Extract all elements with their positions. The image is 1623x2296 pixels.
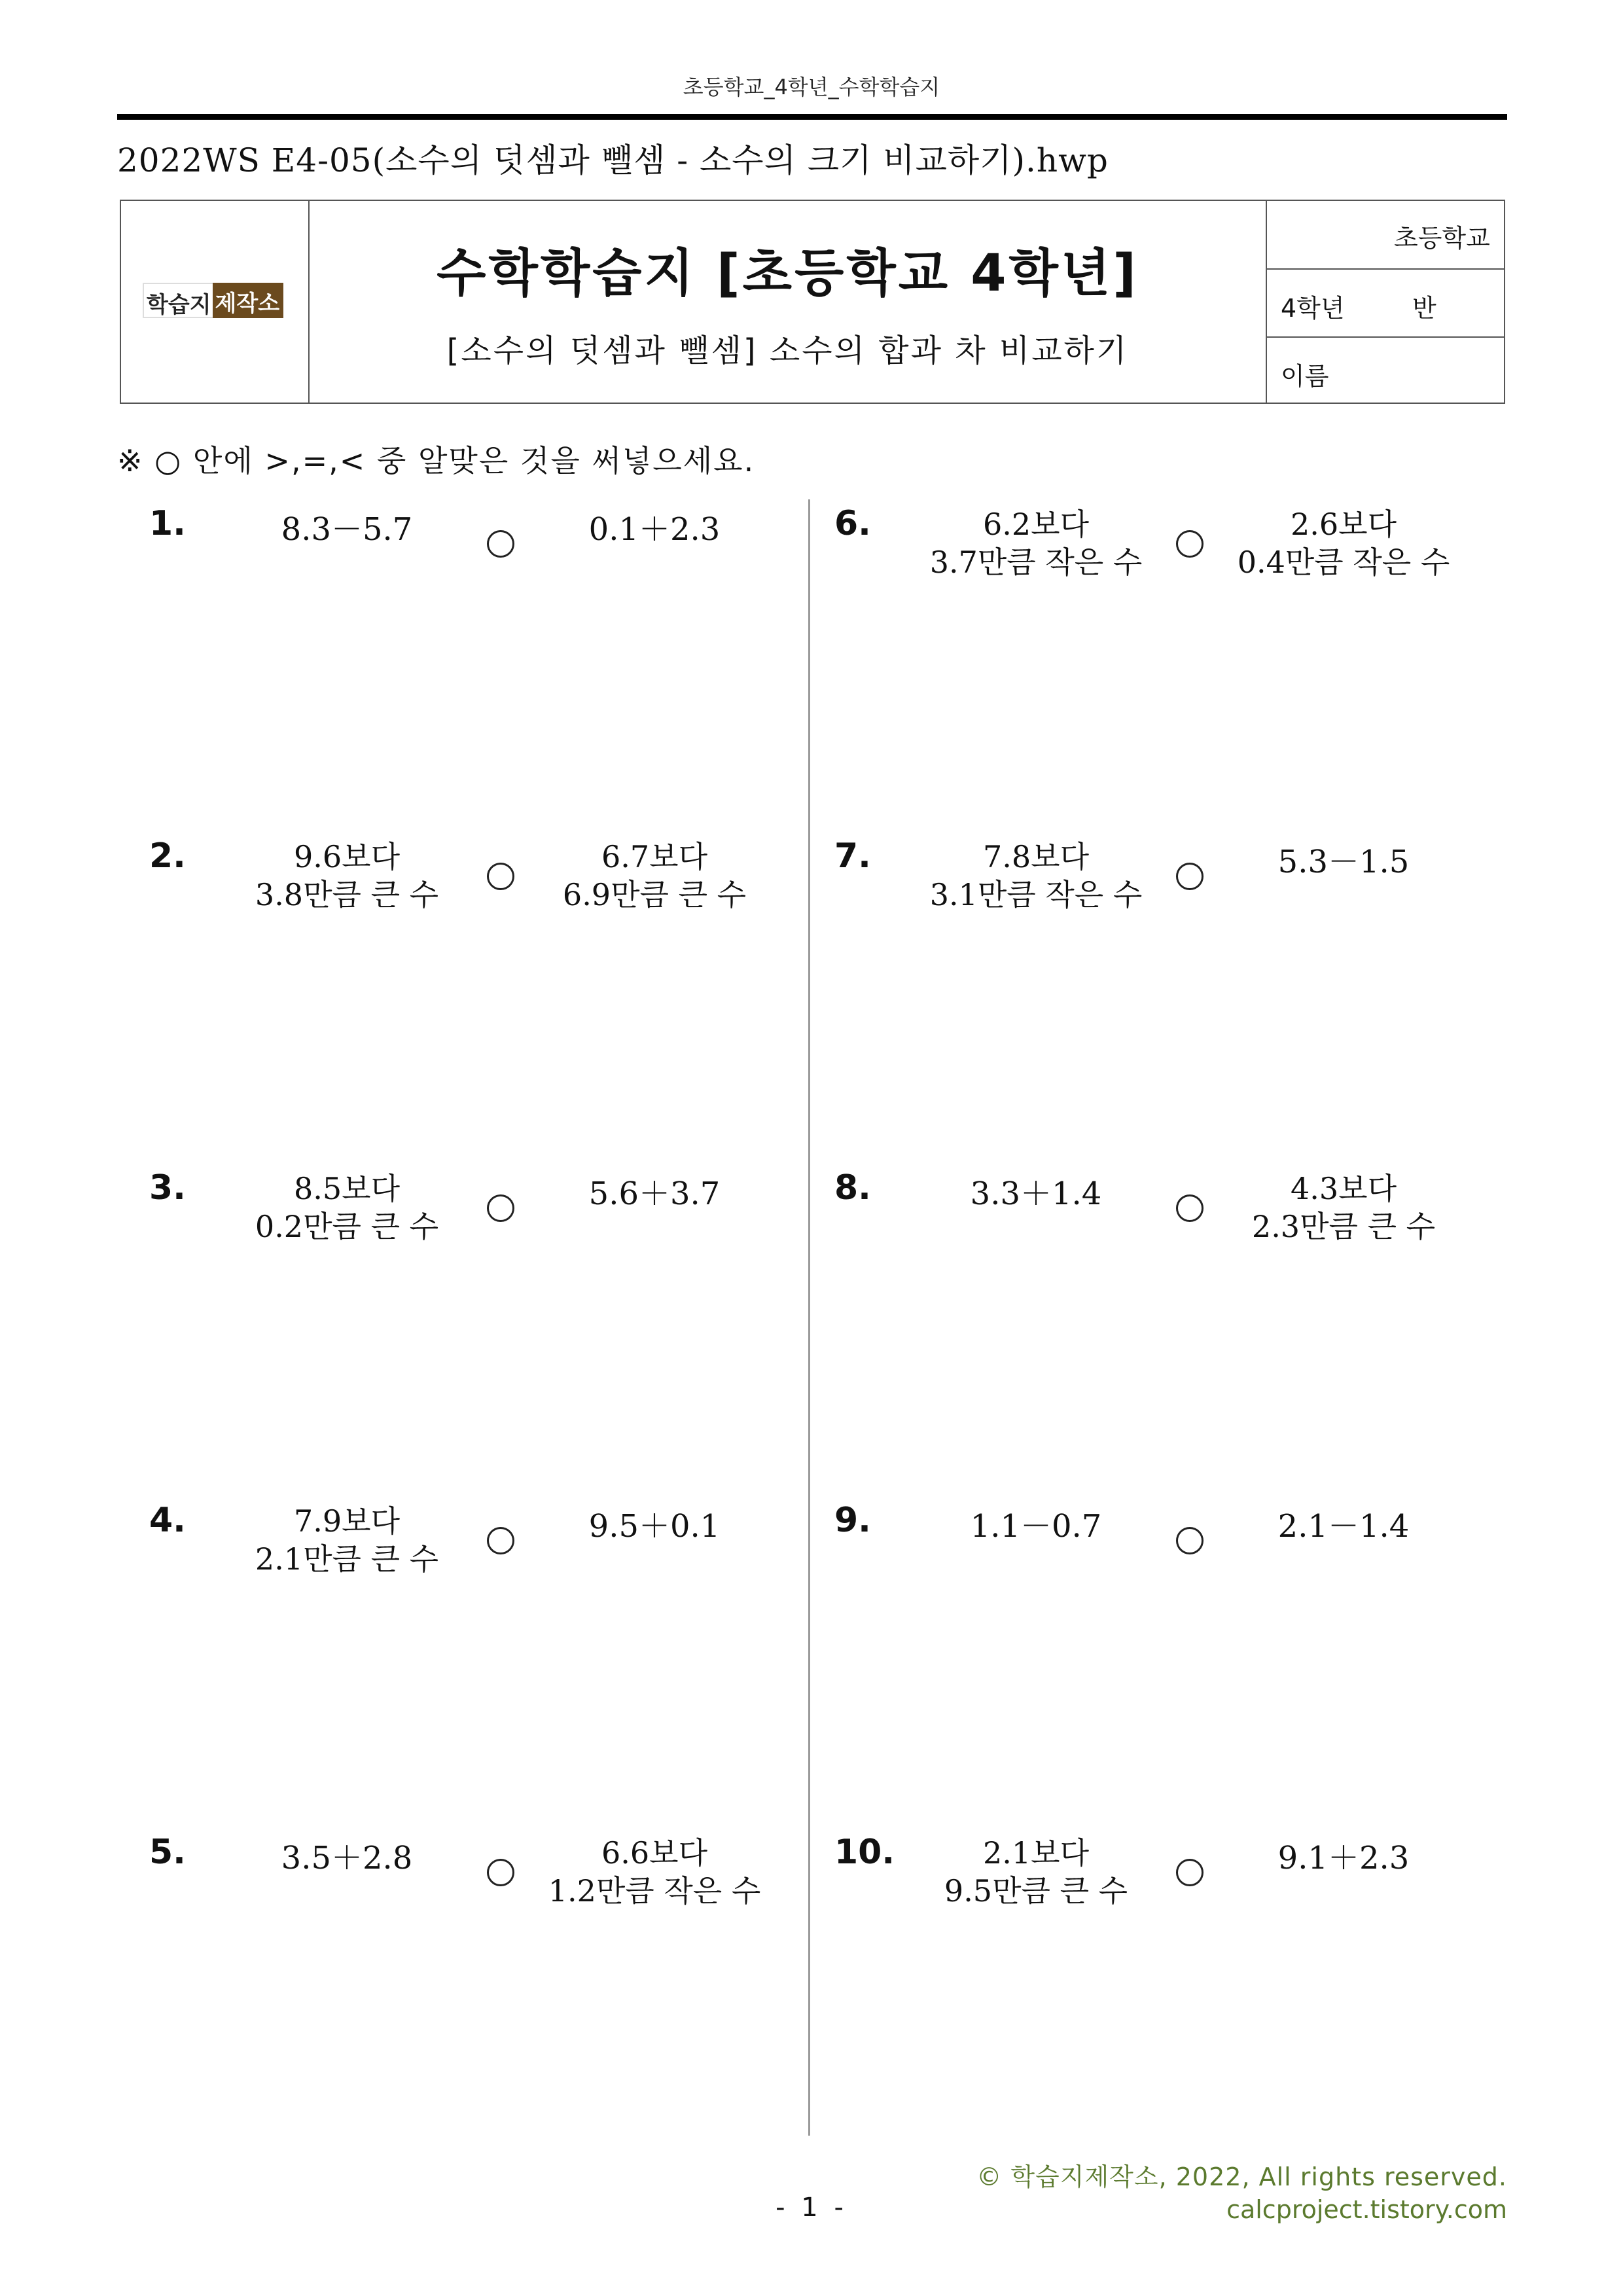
- problem-number: 2.: [149, 836, 186, 876]
- expression-line: 3.1만큼 작은 수: [929, 877, 1143, 912]
- expression-line: 8.3－5.7: [281, 511, 413, 548]
- right-expression: [510, 838, 798, 914]
- problem-number: 7.: [834, 836, 871, 876]
- right-expression: [510, 1168, 798, 1213]
- header-rule: [117, 114, 1507, 120]
- answer-circle[interactable]: [487, 1859, 514, 1886]
- left-expression: [892, 1834, 1180, 1910]
- expression-line: 6.9만큼 큰 수: [562, 877, 747, 912]
- instruction: ※ ○ 안에 >,=,< 중 알맞은 것을 써넣으세요.: [117, 443, 755, 478]
- answer-circle[interactable]: [487, 1527, 514, 1554]
- expression-line: 3.3＋1.4: [970, 1175, 1102, 1212]
- problem-number: 8.: [834, 1168, 871, 1208]
- logo-text-part2: 제작소: [213, 283, 284, 318]
- expression-line: 5.6＋3.7: [588, 1175, 721, 1212]
- right-expression: [510, 504, 798, 549]
- answer-circle[interactable]: [1176, 1527, 1204, 1554]
- copyright-notice: © 학습지제작소, 2022, All rights reserved.: [976, 2162, 1507, 2191]
- right-expression: [510, 1501, 798, 1546]
- answer-circle[interactable]: [487, 530, 514, 558]
- right-expression: [1200, 1170, 1488, 1246]
- left-expression: [892, 505, 1180, 581]
- class-label: 반: [1412, 294, 1436, 323]
- left-expression: [892, 1501, 1180, 1546]
- answer-circle[interactable]: [1176, 530, 1204, 558]
- expression-line: 2.1보다: [982, 1835, 1090, 1871]
- answer-circle[interactable]: [487, 1194, 514, 1222]
- expression-line: 8.5보다: [293, 1171, 401, 1206]
- column-divider: [808, 499, 810, 2136]
- problem-number: 9.: [834, 1501, 871, 1540]
- info-divider: [1266, 336, 1505, 338]
- expression-line: 6.6보다: [601, 1835, 708, 1871]
- expression-line: 7.9보다: [293, 1503, 401, 1539]
- expression-line: 9.5만큼 큰 수: [944, 1873, 1128, 1909]
- page-title: 수학학습지 [초등학교 4학년]: [437, 244, 1139, 303]
- problem-number: 4.: [149, 1501, 186, 1540]
- name-label: 이름: [1281, 362, 1329, 391]
- page-subtitle: [소수의 덧셈과 뺄셈] 소수의 합과 차 비교하기: [446, 332, 1129, 369]
- problem-number: 6.: [834, 504, 871, 543]
- grade-label: 4학년: [1281, 294, 1345, 323]
- expression-line: 2.6보다: [1290, 507, 1397, 542]
- expression-line: 3.5＋2.8: [281, 1840, 413, 1876]
- answer-circle[interactable]: [1176, 1194, 1204, 1222]
- site-url: calcproject.tistory.com: [1226, 2195, 1507, 2224]
- right-expression: [1200, 1833, 1488, 1878]
- expression-line: 6.2보다: [982, 507, 1090, 542]
- left-expression: [203, 1502, 491, 1578]
- left-expression: [203, 1833, 491, 1878]
- problem-number: 3.: [149, 1168, 186, 1208]
- expression-line: 9.1＋2.3: [1277, 1840, 1410, 1876]
- brand-logo: [143, 283, 283, 318]
- expression-line: 4.3보다: [1290, 1171, 1397, 1206]
- problem-number: 1.: [149, 504, 186, 543]
- expression-line: 5.3－1.5: [1277, 844, 1410, 880]
- expression-line: 0.2만큼 큰 수: [255, 1209, 439, 1244]
- expression-line: 1.2만큼 작은 수: [548, 1873, 761, 1909]
- expression-line: 3.7만큼 작은 수: [929, 545, 1143, 580]
- problem-number: 10.: [834, 1833, 895, 1872]
- answer-circle[interactable]: [1176, 863, 1204, 890]
- expression-line: 9.5＋0.1: [588, 1508, 721, 1545]
- expression-line: 1.1－0.7: [970, 1508, 1102, 1545]
- expression-line: 2.1－1.4: [1277, 1508, 1410, 1545]
- expression-line: 0.1＋2.3: [588, 511, 721, 548]
- left-expression: [203, 504, 491, 549]
- left-expression: [203, 838, 491, 914]
- expression-line: 3.8만큼 큰 수: [255, 877, 439, 912]
- info-divider: [1266, 268, 1505, 270]
- expression-line: 2.1만큼 큰 수: [255, 1541, 439, 1577]
- right-expression: [1200, 505, 1488, 581]
- right-expression: [1200, 836, 1488, 882]
- expression-line: 6.7보다: [601, 839, 708, 874]
- left-expression: [203, 1170, 491, 1246]
- right-expression: [510, 1834, 798, 1910]
- expression-line: 0.4만큼 작은 수: [1237, 545, 1450, 580]
- expression-line: 2.3만큼 큰 수: [1251, 1209, 1436, 1244]
- page-number: - 1 -: [776, 2193, 847, 2223]
- left-expression: [892, 1168, 1180, 1213]
- answer-circle[interactable]: [1176, 1859, 1204, 1886]
- school-label: 초등학교: [1394, 224, 1490, 253]
- logo-text-part1: 학습지: [143, 283, 213, 318]
- file-title: 2022WS E4-05(소수의 덧셈과 뺄셈 - 소수의 크기 비교하기).hwp: [117, 141, 1109, 179]
- right-expression: [1200, 1501, 1488, 1546]
- problem-number: 5.: [149, 1833, 186, 1872]
- left-expression: [892, 838, 1180, 914]
- expression-line: 7.8보다: [982, 839, 1090, 874]
- expression-line: 9.6보다: [293, 839, 401, 874]
- answer-circle[interactable]: [487, 863, 514, 890]
- running-header: 초등학교_4학년_수학학습지: [683, 75, 940, 99]
